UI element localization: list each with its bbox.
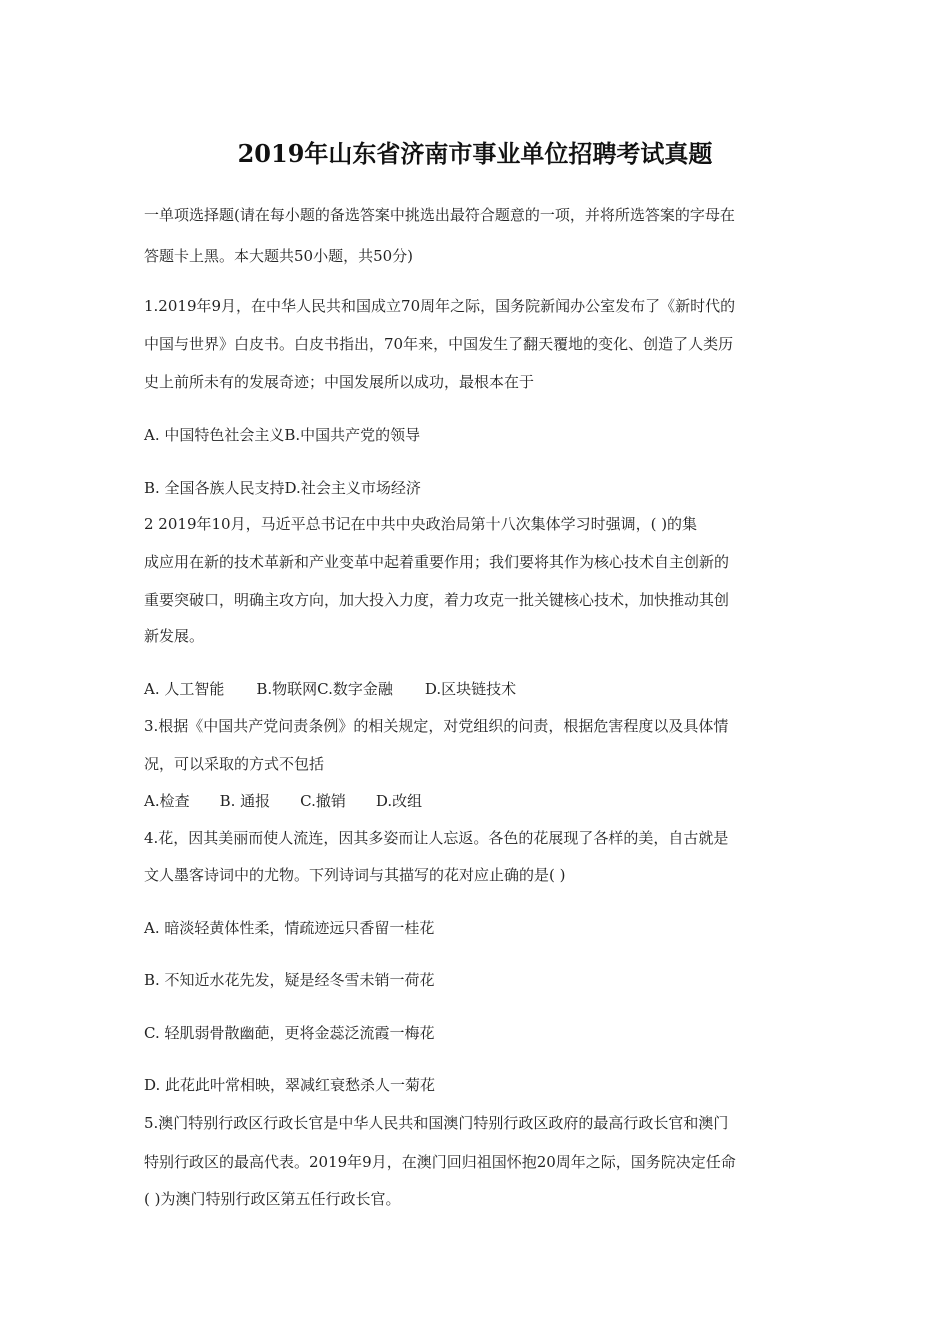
q2-line-2: 成应用在新的技术革新和产业变革中起着重要作用；我们要将其作为核心技术自主创新的 bbox=[144, 553, 730, 571]
q1-line-3: 史上前所未有的发展奇迹；中国发展所以成功，最根本在于 bbox=[144, 373, 535, 391]
q1-option-line-1: A. 中国特色社会主义B.中国共产党的领导 bbox=[144, 426, 421, 444]
q1-option-line-2: B. 全国各族人民支持D.社会主义市场经济 bbox=[144, 479, 421, 497]
page-title: 2019年山东省济南市事业单位招聘考试真题 bbox=[237, 139, 713, 168]
q4-option-d: D. 此花此叶常相映，翠减红衰愁杀人一菊花 bbox=[144, 1076, 436, 1094]
q5-line-1: 5.澳门特别行政区行政长官是中华人民共和国澳门特别行政区政府的最高行政长官和澳门 bbox=[144, 1114, 729, 1132]
instructions-line-2: 答题卡上黑。本大题共50小题，共50分) bbox=[144, 247, 414, 265]
q5-line-3: ( )为澳门特别行政区第五任行政长官。 bbox=[144, 1190, 401, 1208]
q4-option-c: C. 轻肌弱骨散幽葩，更将金蕊泛流霞一梅花 bbox=[144, 1024, 435, 1042]
q3-option-a: A.检查 bbox=[144, 792, 190, 810]
q3-line-2: 况，可以采取的方式不包括 bbox=[144, 755, 325, 773]
q1-line-2: 中国与世界》白皮书。白皮书指出，70年来，中国发生了翻天覆地的变化、创造了人类历 bbox=[144, 335, 734, 353]
q2-options bbox=[144, 682, 824, 697]
q2-line-1: 2 2019年10月，马近平总书记在中共中央政治局第十八次集体学习时强调，( )的集 bbox=[144, 515, 698, 533]
q2-option-bc: B.物联网C.数字金融 bbox=[256, 680, 393, 698]
q4-line-1: 4.花，因其美丽而使人流连，因其多姿而让人忘返。各色的花展现了各样的美，自古就是 bbox=[144, 829, 729, 847]
q5-line-2: 特别行政区的最高代表。2019年9月，在澳门回归祖国怀抱20周年之际，国务院决定任命 bbox=[144, 1153, 736, 1171]
q4-option-b: B. 不知近水花先发，疑是经冬雪未销一荷花 bbox=[144, 971, 435, 989]
q1-line-1: 1.2019年9月，在中华人民共和国成立70周年之际，国务院新闻办公室发布了《新时代的 bbox=[144, 297, 736, 315]
q2-line-4: 新发展。 bbox=[144, 627, 205, 645]
q4-line-2: 文人墨客诗词中的尤物。下列诗词与其描写的花对应止确的是( ) bbox=[144, 866, 566, 884]
q4-option-a: A. 暗淡轻黄体性柔，情疏迹远只香留一桂花 bbox=[144, 919, 435, 937]
q2-option-a: A. 人工智能 bbox=[144, 680, 225, 698]
q2-line-3: 重要突破口，明确主攻方向，加大投入力度，着力攻克一批关键核心技术，加快推动其创 bbox=[144, 591, 730, 609]
instructions-line-1: 一单项选择题(请在每小题的备选答案中挑选出最符合题意的一项，并将所选答案的字母在 bbox=[144, 206, 735, 224]
q3-option-d: D.改组 bbox=[375, 792, 423, 810]
q3-option-b: B. 通报 bbox=[219, 792, 271, 810]
q2-option-d: D.区块链技术 bbox=[424, 680, 517, 698]
q3-line-1: 3.根据《中国共产党问责条例》的相关规定，对党组织的问责，根据危害程度以及具体情 bbox=[144, 717, 729, 735]
q3-option-c: C.撤销 bbox=[300, 792, 346, 810]
q3-options bbox=[144, 794, 824, 809]
